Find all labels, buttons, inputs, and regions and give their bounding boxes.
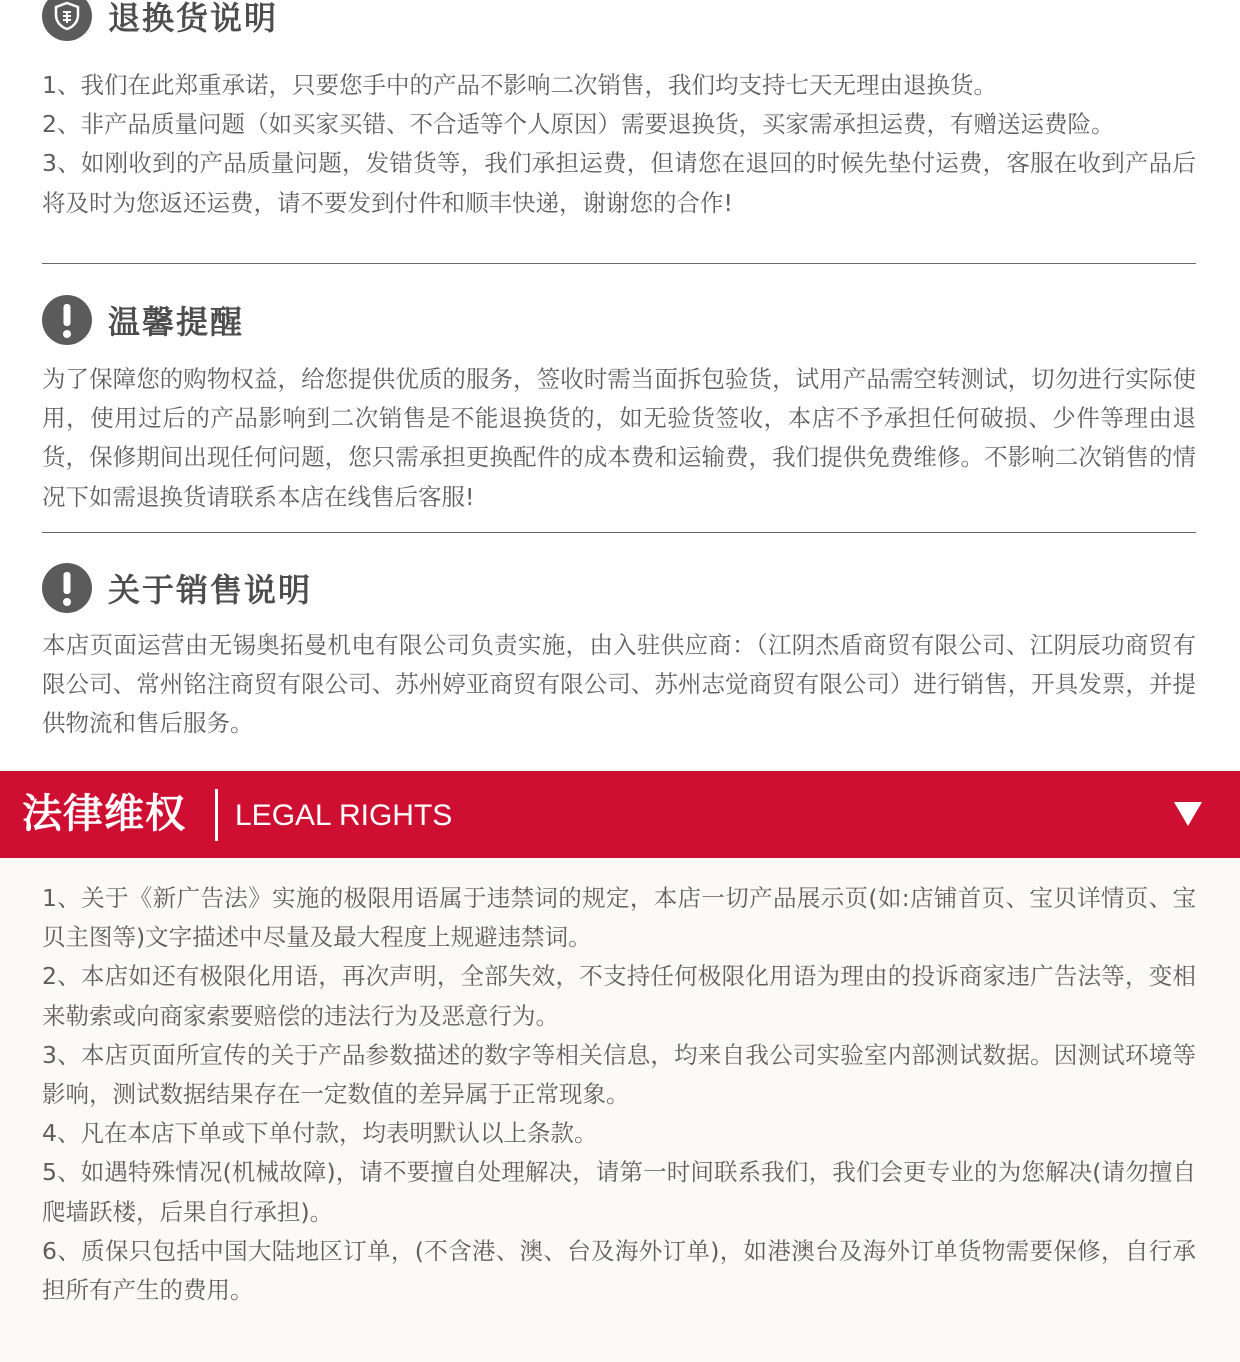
return-exchange-header [42,0,1196,44]
sales-text: 本店页面运营由无锡奥拓曼机电有限公司负责实施，由入驻供应商：（江阴杰盾商贸有限公司、江阴辰功商贸有限公司、常州铭注商贸有限公司、苏州婷亚商贸有限公司、苏州志觉商贸有限公司）进行销售，开具发票，并提供物流和售后服务。 [42,631,1196,738]
return-exchange-body [42,66,1196,223]
return-exchange-line: 3、如刚收到的产品质量问题，发错货等，我们承担运费，但请您在退回的时候先垫付运费，客服在收到产品后将及时为您返还运费，请不要发到付件和顺丰快递，谢谢您的合作! [42,149,1196,217]
legal-item: 4、凡在本店下单或下单付款，均表明默认以上条款。 [42,1119,598,1148]
reminder-header [42,292,1196,348]
banner-title-en: LEGAL RIGHTS [235,799,453,832]
legal-item: 1、关于《新广告法》实施的极限用语属于违禁词的规定，本店一切产品展示页(如:店铺首页、宝贝详情页、宝贝主图等)文字描述中尽量及最大程度上规避违禁词。 [42,884,1196,952]
reminder-text: 为了保障您的购物权益，给您提供优质的服务，签收时需当面拆包验货，试用产品需空转测试，切勿进行实际使用，使用过后的产品影响到二次销售是不能退换货的，如无验货签收，本店不予承担任何破损、少件等理由退货，保修期间出现任何问题，您只需承担更换配件的成本费和运输费，我们提供免费维修。不影响二次销售的情况下如需退换货请联系本店在线售后客服! [42,365,1196,511]
triangle-down-icon[interactable] [1172,800,1204,832]
legal-item: 5、如遇特殊情况(机械故障)，请不要擅自处理解决，请第一时间联系我们，我们会更专业的为您解决(请勿擅自爬墙跃楼，后果自行承担)。 [42,1158,1196,1226]
sales-header [42,560,1196,616]
legal-rights-banner[interactable] [0,771,1240,858]
exclamation-icon [42,295,92,345]
section-title: 关于销售说明 [108,571,313,609]
sales-section [42,560,1196,744]
section-divider [42,532,1196,533]
banner-separator [215,789,218,841]
return-exchange-section [42,0,1196,223]
exclamation-icon [42,563,92,613]
legal-list [42,879,1196,1310]
section-divider [42,263,1196,264]
shield-icon [42,0,92,41]
section-title: 退换货说明 [108,0,279,37]
return-exchange-line: 1、我们在此郑重承诺，只要您手中的产品不影响二次销售，我们均支持七天无理由退换货。 [42,71,997,99]
legal-item: 6、质保只包括中国大陆地区订单，(不含港、澳、台及海外订单)，如港澳台及海外订单货物需要保修，自行承担所有产生的费用。 [42,1236,1196,1305]
return-exchange-line: 2、非产品质量问题（如买家买错、不合适等个人原因）需要退换货，买家需承担运费，有赠送运费险。 [42,110,1115,139]
legal-rights-content [0,858,1240,1362]
legal-item: 2、本店如还有极限化用语，再次声明，全部失效，不支持任何极限化用语为理由的投诉商家违广告法等，变相来勒索或向商家索要赔偿的违法行为及恶意行为。 [42,962,1196,1030]
legal-item: 3、本店页面所宣传的关于产品参数描述的数字等相关信息，均来自我公司实验室内部测试数据。因测试环境等影响，测试数据结果存在一定数值的差异属于正常现象。 [42,1040,1196,1109]
reminder-section [42,292,1196,517]
banner-title-cn: 法律维权 [22,791,186,837]
section-title: 温馨提醒 [108,303,245,341]
